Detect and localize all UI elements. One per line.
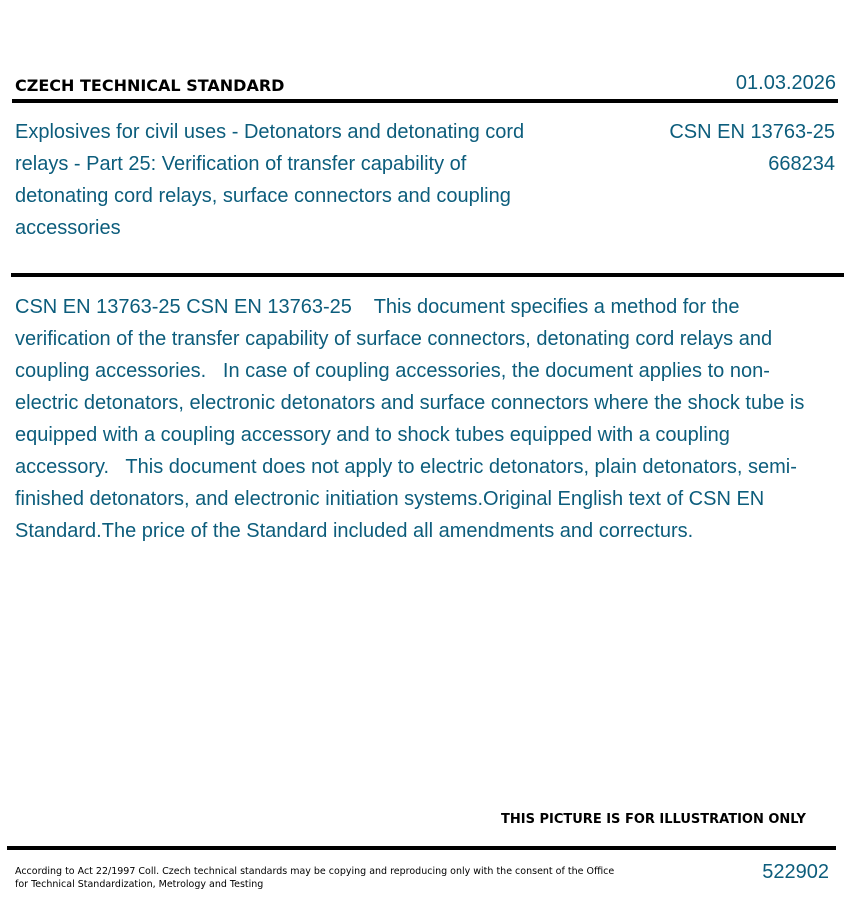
publication-date: 01.03.2026	[735, 72, 836, 94]
title-divider	[11, 273, 844, 277]
document-type-label: CZECH TECHNICAL STANDARD	[15, 76, 285, 95]
footer-code: 522902	[762, 861, 829, 883]
standard-title: Explosives for civil uses - Detonators and detonating cord relays - Part 25: Verification of transfer capability of detonating cord relays, surface connectors and coupling accessories	[15, 121, 525, 239]
header-divider	[12, 99, 838, 103]
legal-notice-line-2: for Technical Standardization, Metrology and Testing	[15, 879, 264, 890]
standard-code: CSN EN 13763-25	[669, 121, 835, 143]
catalog-number: 668234	[768, 153, 835, 175]
legal-notice-line-1: According to Act 22/1997 Coll. Czech technical standards may be copying and reproducing only with the consent of the Office	[15, 866, 615, 877]
standard-code-block	[669, 116, 835, 180]
footer-divider	[7, 846, 836, 850]
illustration-note: THIS PICTURE IS FOR ILLUSTRATION ONLY	[501, 812, 806, 827]
standard-description: CSN EN 13763-25 CSN EN 13763-25 This document specifies a method for the verification of the transfer capability of surface connectors, detonating cord relays and coupling accessories. In case of coupling accessories, the document applies to non-electric detonators, electronic detonators and surface connectors where the shock tube is equipped with a coupling accessory and to shock tubes equipped with a coupling accessory. This document does not apply to electric detonators, plain detonators, semi-finished detonators, and electronic initiation systems.Original English text of CSN EN Standard.The price of the Standard included all amendments and correcturs.	[15, 296, 810, 542]
legal-notice	[15, 865, 615, 891]
